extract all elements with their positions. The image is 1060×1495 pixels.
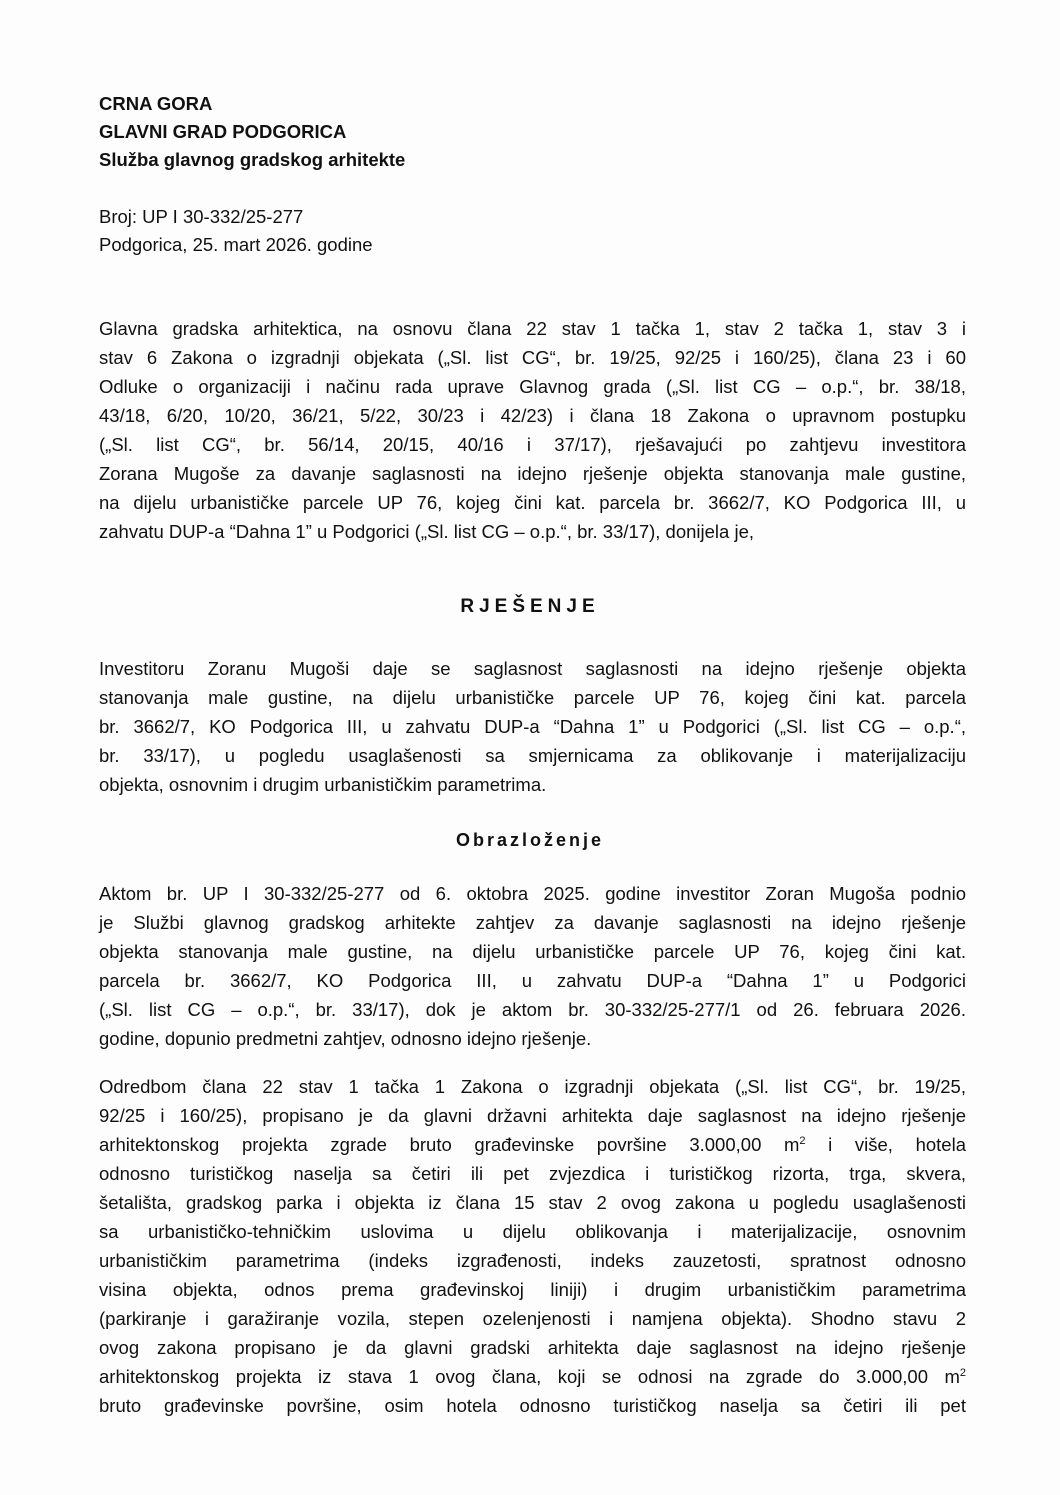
reasoning-title: Obrazloženje — [455, 830, 605, 850]
superscript: 2 — [959, 1366, 966, 1379]
reasoning-paragraph-1 — [99, 879, 966, 1053]
intro-line: Glavna gradska arhitektica, na osnovu člana 22 stav 1 tačka 1, stav 2 tačka 1, stav 3 i — [99, 318, 966, 339]
decision-line: Investitoru Zoranu Mugoši daje se saglasnost saglasnosti na idejno rješenje objekta — [99, 658, 966, 679]
decision-line: br. 3662/7, KO Podgorica III, u zahvatu DUP-a “Dahna 1” u Podgorici („Sl. list CG – o.p.“, — [99, 716, 966, 737]
reasoning-line: visina objekta, odnos prema građevinskoj liniji) i drugim urbanističkim parametrima — [99, 1279, 966, 1300]
reasoning-line: urbanističkim parametrima (indeks izgrađenosti, indeks zauzetosti, spratnost odnosno — [99, 1250, 966, 1271]
reasoning-line-part: arhitektonskog projekta iz stava 1 ovog člana, koji se odnosi na zgrade do 3.000,00 m — [99, 1366, 960, 1387]
reasoning-line-part: i više, hotela — [805, 1134, 966, 1155]
reasoning-line: Odredbom člana 22 stav 1 tačka 1 Zakona o izgradnji objekata („Sl. list CG“, br. 19/25, — [99, 1076, 966, 1097]
document-header — [99, 90, 405, 174]
intro-line: („Sl. list CG“, br. 56/14, 20/15, 40/16 i 37/17), rješavajući po zahtjevu investitora — [99, 434, 966, 455]
decision-line: br. 33/17), u pogledu usaglašenosti sa smjernicama za oblikovanje i materijalizaciju — [99, 745, 966, 766]
reasoning-line: šetališta, gradskog parka i objekta iz člana 15 stav 2 ovog zakona u pogledu usaglašenosti — [99, 1192, 966, 1213]
intro-line: Odluke o organizaciji i načinu rada uprave Glavnog grada („Sl. list CG – o.p.“, br. 38/18, — [99, 376, 966, 397]
reasoning-paragraph-2 — [99, 1072, 966, 1420]
superscript: 2 — [799, 1134, 806, 1147]
reasoning-line: je Službi glavnog gradskog arhitekte zahtjev za davanje saglasnosti na idejno rješenje — [99, 912, 966, 933]
reasoning-line: odnosno turističkog naselja sa četiri ili pet zvjezdica i turističkog rizorta, trga, skvera, — [99, 1163, 966, 1184]
intro-line: 43/18, 6/20, 10/20, 36/21, 5/22, 30/23 i 42/23) i člana 18 Zakona o upravnom postupku — [99, 405, 966, 426]
document-number: Broj: UP I 30-332/25-277 — [99, 206, 304, 227]
document-date: Podgorica, 25. mart 2026. godine — [99, 234, 373, 255]
header-service: Služba glavnog gradskog arhitekte — [99, 149, 406, 170]
header-city: GLAVNI GRAD PODGORICA — [99, 121, 347, 142]
reasoning-line: 92/25 i 160/25), propisano je da glavni državni arhitekta daje saglasnost na idejno rješenje — [99, 1105, 966, 1126]
reasoning-line: (parkiranje i garažiranje vozila, stepen ozelenjenosti i namjena objekta). Shodno stavu 2 — [99, 1308, 966, 1329]
reasoning-line: objekta stanovanja male gustine, na dijelu urbanističke parcele UP 76, kojeg čini kat. — [99, 941, 966, 962]
reasoning-line: („Sl. list CG – o.p.“, br. 33/17), dok je aktom br. 30-332/25-277/1 od 26. februara 2026. — [99, 999, 966, 1020]
intro-paragraph — [99, 314, 966, 546]
document-meta — [99, 203, 373, 259]
header-country: CRNA GORA — [99, 93, 213, 114]
reasoning-line: parcela br. 3662/7, KO Podgorica III, u zahvatu DUP-a “Dahna 1” u Podgorici — [99, 970, 966, 991]
reasoning-line: ovog zakona propisano je da glavni gradski arhitekta daje saglasnost na idejno rješenje — [99, 1337, 966, 1358]
decision-line: stanovanja male gustine, na dijelu urbanističke parcele UP 76, kojeg čini kat. parcela — [99, 687, 966, 708]
reasoning-line: sa urbanističko-tehničkim uslovima u dijelu oblikovanja i materijalizacije, osnovnim — [99, 1221, 966, 1242]
reasoning-line: bruto građevinske površine, osim hotela odnosno turističkog naselja sa četiri ili pet — [99, 1395, 966, 1416]
reasoning-line — [99, 1130, 966, 1159]
reasoning-line — [99, 1362, 966, 1391]
reasoning-line-part: arhitektonskog projekta zgrade bruto građevinske površine 3.000,00 m — [99, 1134, 800, 1155]
intro-line: Zorana Mugoše za davanje saglasnosti na idejno rješenje objekta stanovanja male gustine, — [99, 463, 966, 484]
decision-paragraph — [99, 654, 966, 799]
reasoning-line: godine, dopunio predmetni zahtjev, odnosno idejno rješenje. — [99, 1028, 592, 1049]
intro-line: zahvatu DUP-a “Dahna 1” u Podgorici („Sl. list CG – o.p.“, br. 33/17), donijela je, — [99, 521, 754, 542]
reasoning-line: Aktom br. UP I 30-332/25-277 od 6. oktobra 2025. godine investitor Zoran Mugoša podnio — [99, 883, 966, 904]
decision-title: RJEŠENJE — [460, 596, 600, 617]
intro-line: stav 6 Zakona o izgradnji objekata („Sl. list CG“, br. 19/25, 92/25 i 160/25), člana 23 i 60 — [99, 347, 966, 368]
intro-line: na dijelu urbanističke parcele UP 76, kojeg čini kat. parcela br. 3662/7, KO Podgorica III, u — [99, 492, 966, 513]
decision-line: objekta, osnovnim i drugim urbanističkim parametrima. — [99, 774, 547, 795]
